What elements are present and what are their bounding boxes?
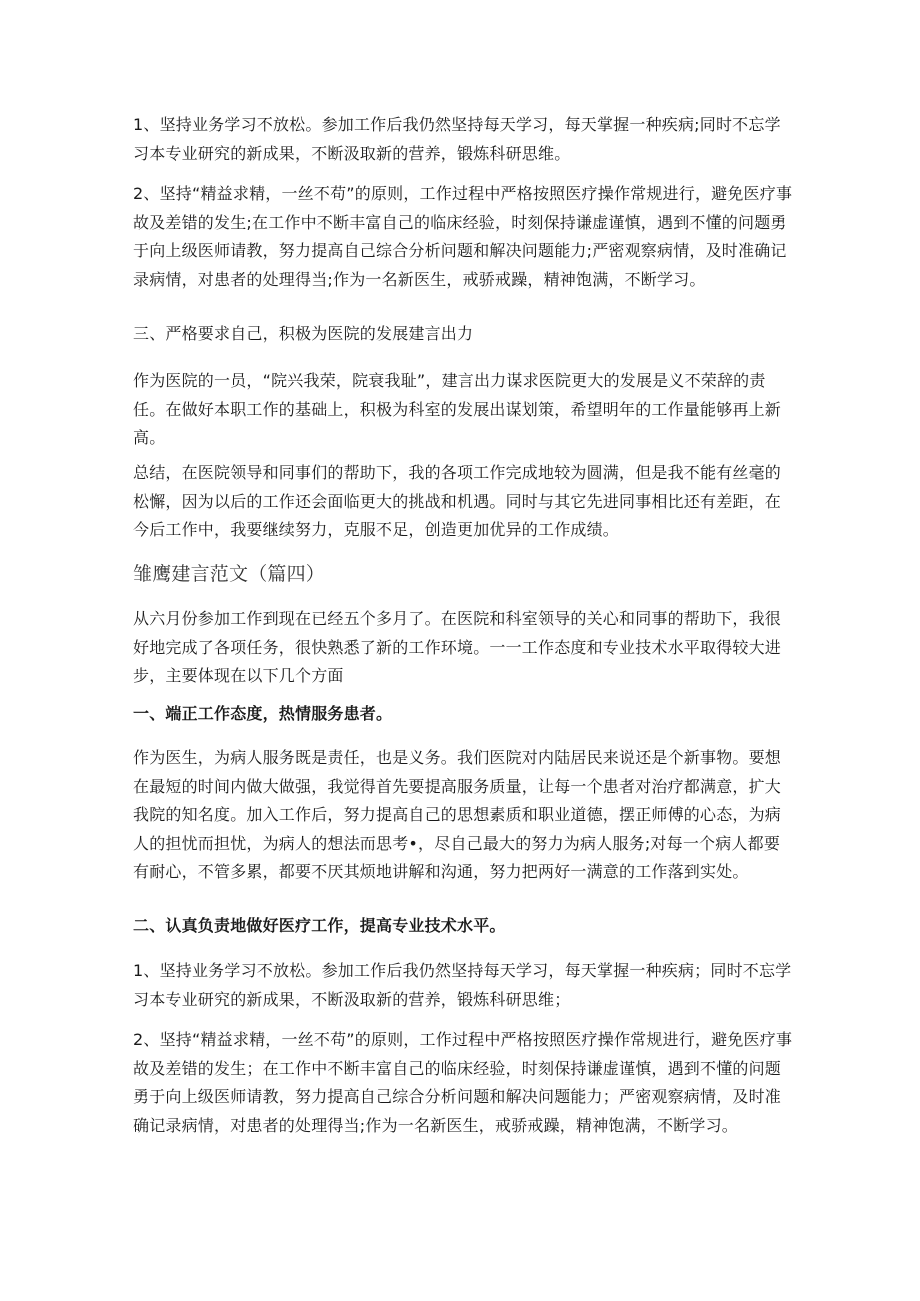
paragraph-study-1: 1、坚持业务学习不放松。参加工作后我仍然坚持每天学习，每天掌握一种疾病;同时不忘学习本专业研究的新成果，不断汲取新的营养，锻炼科研思维。 <box>133 115 781 163</box>
paragraph-principle-2: 2、坚持“精益求精，一丝不苟”的原则，工作过程中严格按照医疗操作常规进行，避免医疗事故及差错的发生；在工作中不断丰富自己的临床经验，时刻保持谦虚谨慎，遇到不懂的问题勇于向上级医师请教，努力提高自己综合分析问题和解决问题能力；严密观察病情，及时准确记录病情，对患者的处理得当;作为一名新医生，戒骄戒躁，精神饱满，不断学习。 <box>133 1030 793 1135</box>
paragraph-service: 作为医生，为病人服务既是责任，也是义务。我们医院对内陆居民来说还是个新事物。要想在最短的时间内做大做强，我觉得首先要提高服务质量，让每一个患者对治疗都满意，扩大我院的知名度。加入工作后，努力提高自己的思想素质和职业道德，摆正师傅的心态，为病人的担忧而担忧，为病人的想法而思考•，尽自己最大的努力为病人服务;对每一个病人都要有耐心，不管多累，都要不厌其烦地讲解和沟通，努力把两好一满意的工作落到实处。 <box>133 748 782 881</box>
section-heading-three: 三、严格要求自己，积极为医院的发展建言出力 <box>133 324 474 343</box>
paragraph-study-2: 1、坚持业务学习不放松。参加工作后我仍然坚持每天学习，每天掌握一种疾病；同时不忘学习本专业研究的新成果，不断汲取新的营养，锻炼科研思维； <box>133 961 792 1009</box>
paragraph-intro: 从六月份参加工作到现在已经五个多月了。在医院和科室领导的关心和同事的帮助下，我很好地完成了各项任务，很快熟悉了新的工作环境。一一工作态度和专业技术水平取得较大进步，主要体现在以下几个方面 <box>133 609 782 685</box>
paragraph-hospital-member: 作为医院的一员，“院兴我荣，院衰我耻”，建言出力谋求医院更大的发展是义不荣辞的责任。在做好本职工作的基础上，积极为科室的发展出谋划策，希望明年的工作量能够再上新高。 <box>133 371 782 447</box>
section-heading-two: 二、认真负责地做好医疗工作，提高专业技术水平。 <box>133 916 506 935</box>
article-heading: 雏鹰建言范文（篇四） <box>133 563 326 585</box>
paragraph-summary: 总结，在医院领导和同事们的帮助下，我的各项工作完成地较为圆满，但是我不能有丝毫的松懈，因为以后的工作还会面临更大的挑战和机遇。同时与其它先进同事相比还有差距，在今后工作中，我要继续努力，克服不足，创造更加优异的工作成绩。 <box>133 463 782 539</box>
paragraph-principle-1: 2、坚持“精益求精，一丝不苟”的原则，工作过程中严格按照医疗操作常规进行，避免医疗事故及差错的发生;在工作中不断丰富自己的临床经验，时刻保持谦虚谨慎，遇到不懂的问题勇于向上级医师请教，努力提高自己综合分析问题和解决问题能力;严密观察病情，及时准确记录病情，对患者的处理得当;作为一名新医生，戒骄戒躁，精神饱满，不断学习。 <box>133 184 793 289</box>
section-heading-one: 一、端正工作态度，热情服务患者。 <box>133 704 393 723</box>
